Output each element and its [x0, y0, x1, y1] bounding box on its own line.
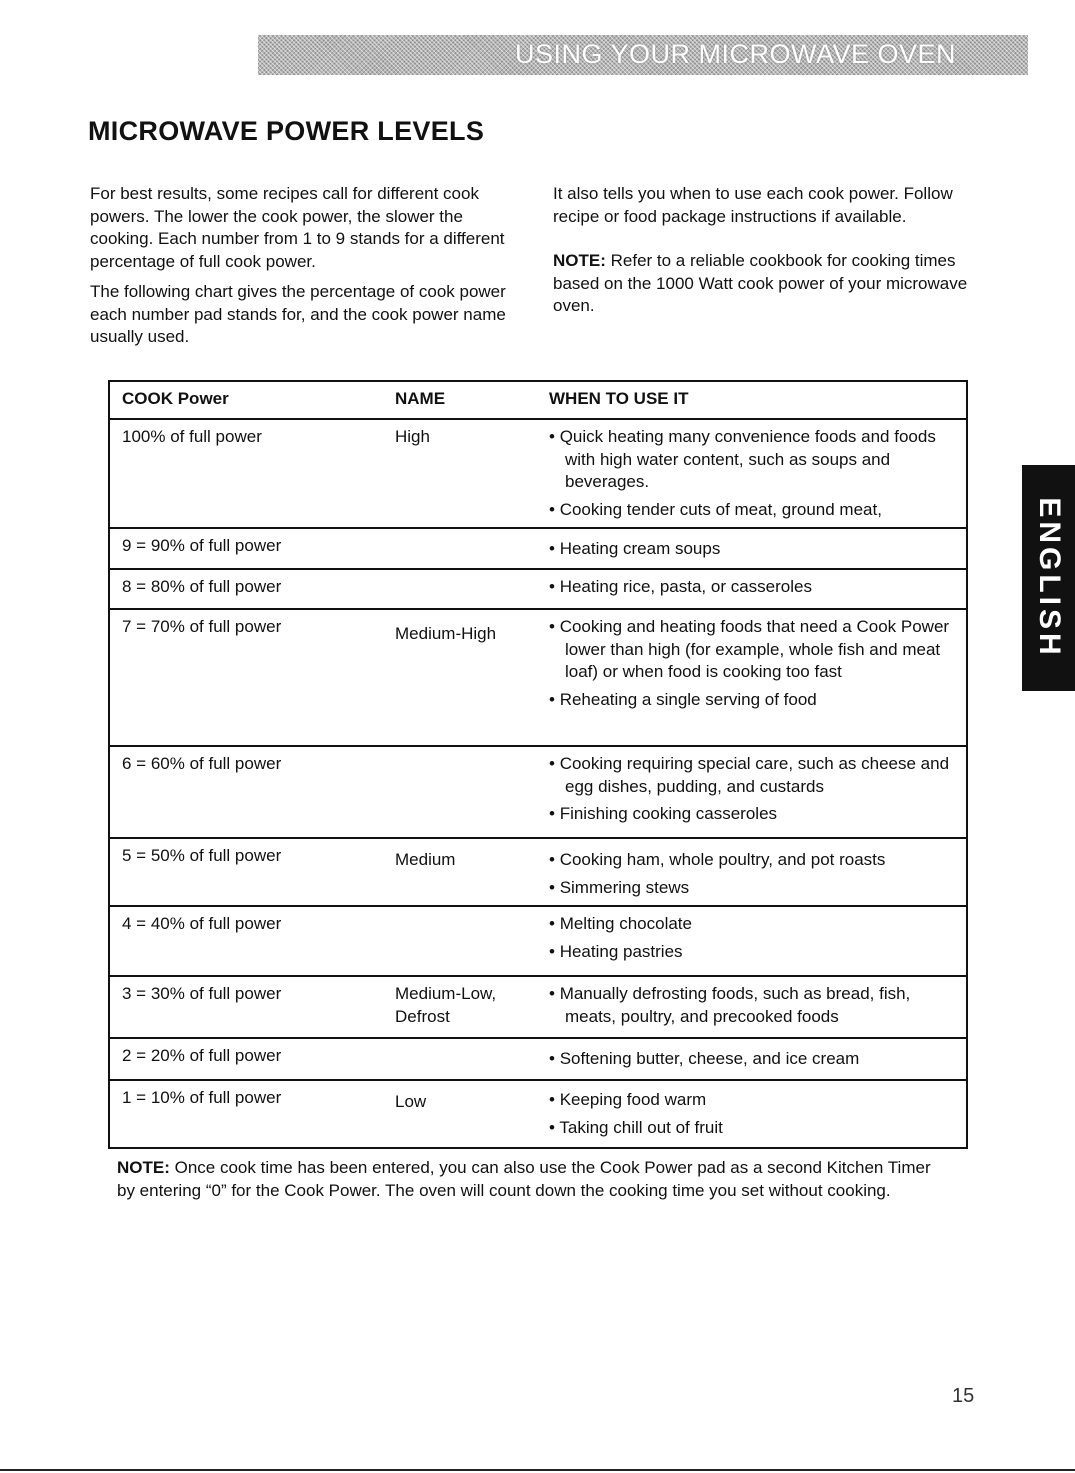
- cook-power-cell: 9 = 90% of full power: [122, 536, 282, 555]
- table-row: [110, 1079, 966, 1147]
- uses-list: [549, 913, 959, 968]
- uses-list: [549, 849, 959, 904]
- uses-list: [549, 753, 959, 831]
- table-row: [110, 568, 966, 608]
- power-name-cell: Medium-Low, Defrost: [395, 984, 497, 1026]
- table-row: [110, 418, 966, 527]
- use-item: • Taking chill out of fruit: [549, 1117, 723, 1137]
- header-cook-power: COOK Power: [122, 389, 229, 408]
- power-name-cell: Medium-High: [395, 624, 497, 643]
- intro-left-column: [90, 183, 510, 357]
- note-label: NOTE:: [117, 1158, 170, 1177]
- table-row: [110, 527, 966, 568]
- use-item: • Melting chocolate: [549, 914, 692, 933]
- uses-list: [549, 1048, 959, 1076]
- cook-power-cell: 3 = 30% of full power: [122, 984, 282, 1003]
- language-tab-label: ENGLISH: [1032, 497, 1066, 659]
- cook-power-cell: 2 = 20% of full power: [122, 1046, 282, 1065]
- header-when-to-use: WHEN TO USE IT: [549, 389, 689, 408]
- use-item: • Softening butter, cheese, and ice cream: [549, 1049, 860, 1068]
- uses-list: [549, 616, 959, 716]
- table-row: [110, 837, 966, 905]
- page-number: 15: [952, 1385, 975, 1407]
- intro-paragraph-2: The following chart gives the percentage of cook power each number pad stands for, and the cook power name usually used.: [90, 282, 506, 346]
- bottom-rule: [0, 1469, 1075, 1471]
- use-item: • Heating pastries: [549, 941, 683, 961]
- cook-power-cell: 1 = 10% of full power: [122, 1088, 282, 1107]
- use-item: • Cooking requiring special care, such as cheese and egg dishes, pudding, and custards: [549, 754, 950, 796]
- use-item: • Finishing cooking casseroles: [549, 804, 778, 823]
- section-banner: [258, 35, 1028, 75]
- table-row: [110, 905, 966, 975]
- intro-paragraph-1: For best results, some recipes call for different cook powers. The lower the cook power, the slower the cooking. Each number from 1 to 9 stands for a different percentage of full cook power.: [90, 184, 505, 271]
- uses-list: [549, 426, 959, 526]
- power-levels-table: [108, 380, 968, 1149]
- power-name-cell: Low: [395, 1092, 427, 1111]
- section-banner-text: USING YOUR MICROWAVE OVEN: [514, 39, 956, 69]
- cook-power-cell: 4 = 40% of full power: [122, 914, 282, 933]
- uses-list: [549, 1089, 959, 1144]
- use-item: • Cooking ham, whole poultry, and pot roasts: [549, 850, 886, 869]
- uses-list: [549, 538, 959, 566]
- table-row: [110, 608, 966, 745]
- table-header-row: [110, 382, 966, 418]
- uses-list: [549, 576, 959, 604]
- cook-power-cell: 100% of full power: [122, 427, 262, 446]
- uses-list: [549, 983, 959, 1033]
- kitchen-timer-note: [117, 1157, 937, 1202]
- intro-right-column: [553, 183, 1003, 326]
- note-text: Refer to a reliable cookbook for cooking times based on the 1000 Watt cook power of your microwave oven.: [553, 251, 968, 315]
- note-label: NOTE:: [553, 251, 606, 270]
- header-name: NAME: [395, 389, 446, 408]
- use-item: • Heating rice, pasta, or casseroles: [549, 577, 812, 596]
- use-item: • Quick heating many convenience foods and foods with high water content, such as soups and beverages.: [549, 427, 936, 491]
- table-row: [110, 1037, 966, 1079]
- page-title: MICROWAVE POWER LEVELS: [88, 116, 485, 146]
- use-item: • Heating cream soups: [549, 539, 721, 558]
- use-item: • Reheating a single serving of food: [549, 689, 817, 709]
- intro-paragraph-3: It also tells you when to use each cook power. Follow recipe or food package instructions if available.: [553, 184, 953, 226]
- language-tab: [1022, 465, 1075, 691]
- use-item: • Cooking and heating foods that need a Cook Power lower than high (for example, whole fish and meat loaf) or when food is cooking too fast: [549, 617, 950, 681]
- cook-power-cell: 8 = 80% of full power: [122, 577, 282, 596]
- note-text: Once cook time has been entered, you can also use the Cook Power pad as a second Kitchen Timer by entering “0” for the Cook Power. The oven will count down the cooking time you set without cooking.: [117, 1158, 931, 1200]
- power-name-cell: High: [395, 427, 430, 446]
- cook-power-cell: 6 = 60% of full power: [122, 754, 282, 773]
- use-item: • Cooking tender cuts of meat, ground meat,: [549, 499, 882, 519]
- table-row: [110, 745, 966, 837]
- cookbook-note: [553, 250, 1003, 318]
- cook-power-cell: 5 = 50% of full power: [122, 846, 282, 865]
- table-row: [110, 975, 966, 1037]
- cook-power-cell: 7 = 70% of full power: [122, 617, 282, 636]
- use-item: • Simmering stews: [549, 877, 690, 897]
- power-name-cell: Medium: [395, 850, 456, 869]
- use-item: • Manually defrosting foods, such as bread, fish, meats, poultry, and precooked foods: [549, 984, 911, 1026]
- use-item: • Keeping food warm: [549, 1090, 707, 1109]
